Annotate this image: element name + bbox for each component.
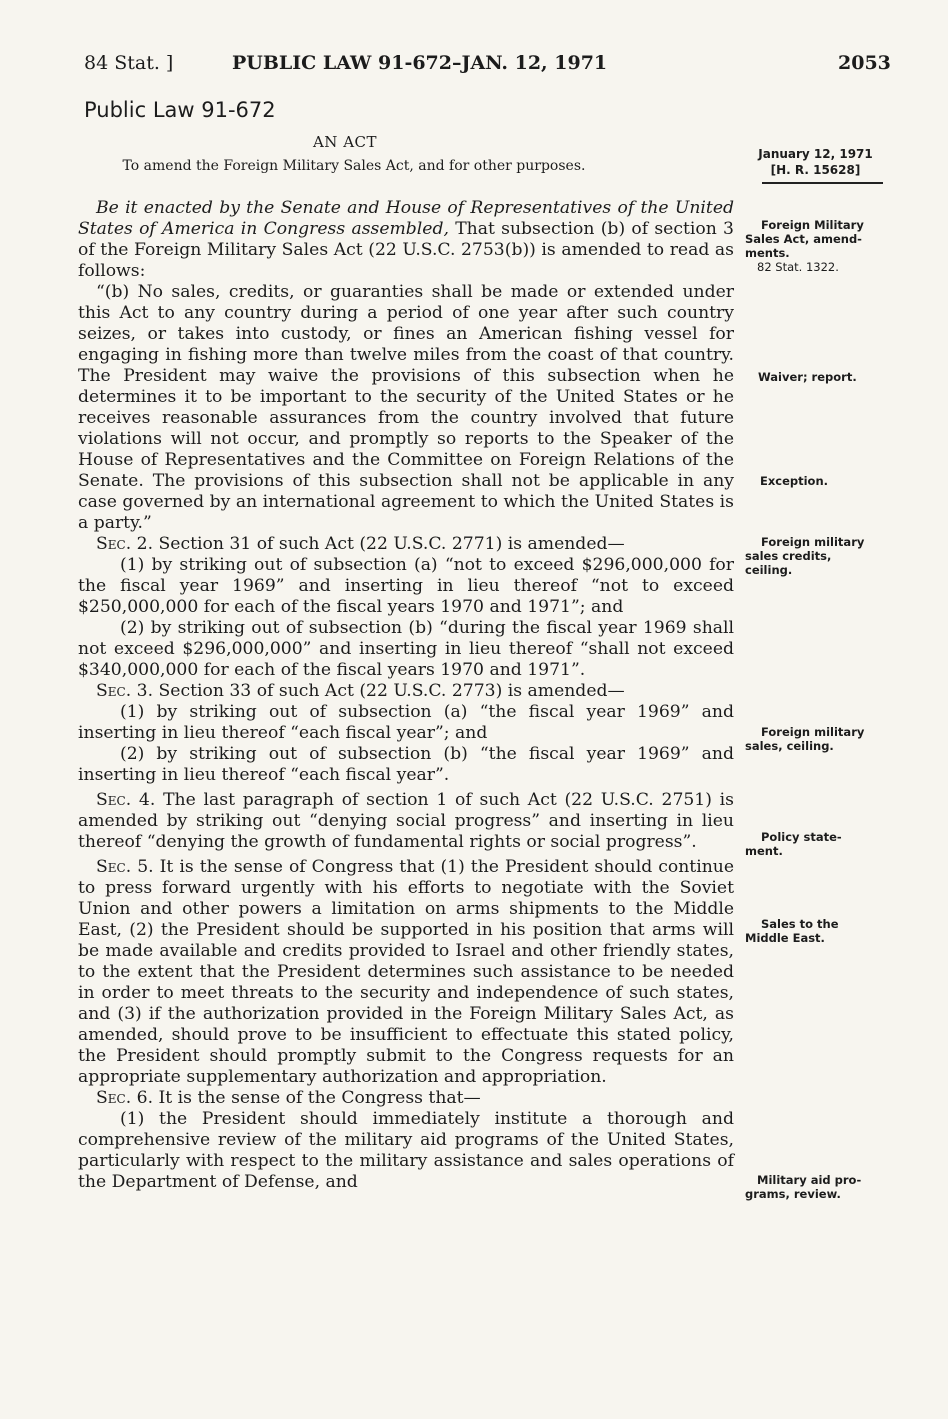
margin-note-military-aid	[745, 1173, 883, 1201]
margin-note-line: ceiling.	[745, 563, 793, 577]
page-number: 2053	[838, 52, 891, 74]
section-2-item-2: (2) by striking out of subsection (b) “during the fiscal year 1969 shall not exceed $296,000,000” and inserting in lieu thereof “shall not exceed $340,000,000 for each of the fiscal years 1970 and 1971”.	[78, 618, 734, 680]
margin-note-middle-east	[745, 917, 883, 945]
margin-note-sales-act	[745, 218, 883, 274]
section-2-text: Section 31 of such Act (22 U.S.C. 2771) is amended—	[158, 534, 625, 554]
section-5-label: Sec. 5.	[96, 857, 154, 877]
section-3-text: Section 33 of such Act (22 U.S.C. 2773) is amended—	[158, 681, 625, 701]
margin-note-line: Sales Act, amend-	[745, 232, 862, 246]
section-4-label: Sec. 4.	[96, 790, 156, 810]
margin-note-line: Sales to the	[761, 917, 839, 931]
margin-note-sales-ceiling	[745, 725, 883, 753]
section-6-item-1: (1) the President should immediately institute a thorough and comprehensive review of the military aid programs of the United States, particularly with respect to the military assistance and sales operations of the Department of Defense, and	[78, 1109, 734, 1192]
margin-note-policy	[745, 830, 883, 858]
margin-note-line: Foreign military	[761, 725, 865, 739]
section-3-item-1: (1) by striking out of subsection (a) “the fiscal year 1969” and inserting in lieu thereof “each fiscal year”; and	[78, 702, 734, 743]
date-divider	[762, 182, 883, 184]
margin-note-citation: 82 Stat. 1322.	[757, 260, 839, 274]
header-stat-ref: 84 Stat. ]	[84, 52, 174, 74]
section-2-label: Sec. 2.	[96, 534, 154, 554]
section-3-label: Sec. 3.	[96, 681, 154, 701]
margin-note-line: sales, ceiling.	[745, 739, 834, 753]
margin-note-line: grams, review.	[745, 1187, 841, 1201]
section-1	[78, 198, 734, 282]
section-1-text: That subsection (b) of section 3 of the Foreign Military Sales Act (22 U.S.C. 2753(b)) is amended to read as follows:	[78, 219, 734, 281]
margin-note-exception: Exception.	[760, 474, 829, 488]
margin-note-line: Foreign Military	[761, 218, 864, 232]
public-law-number: Public Law 91-672	[84, 98, 276, 122]
bill-number: [H. R. 15628]	[770, 163, 861, 177]
margin-note-line: ment.	[745, 844, 783, 858]
section-5-text: It is the sense of Congress that (1) the President should continue to press forward urgently with his efforts to negotiate with the Soviet Union and other powers a limitation on arms shipments to the Middle East, (2) the President should be supported in his position that arms will be made available and credits provided to Israel and other friendly states, to the extent that the President determines such assistance to be needed in order to meet threats to the security and independence of such states, and (3) if the authorization provided in the Foreign Military Sales Act, as amended, should prove to be insufficient to effectuate this stated policy, the President should promptly submit to the Congress requests for an appropriate supplementary authorization and appropriation.	[78, 857, 735, 1087]
section-3	[78, 681, 734, 702]
margin-note-line: Middle East.	[745, 931, 825, 945]
margin-note-line: ments.	[745, 246, 790, 260]
margin-note-waiver: Waiver; report.	[758, 370, 857, 384]
date-box	[748, 146, 883, 178]
an-act-heading: AN ACT	[312, 133, 378, 151]
header-title: PUBLIC LAW 91-672–JAN. 12, 1971	[232, 52, 608, 74]
section-4-text: The last paragraph of section 1 of such Act (22 U.S.C. 2751) is amended by striking out “denying social progress” and inserting in lieu thereof “denying the growth of fundamental rights or social progress”.	[78, 790, 735, 852]
section-3-item-2: (2) by striking out of subsection (b) “the fiscal year 1969” and inserting in lieu thereof “each fiscal year”.	[78, 744, 734, 785]
margin-note-line: Military aid pro-	[757, 1173, 862, 1187]
act-purpose: To amend the Foreign Military Sales Act, and for other purposes.	[122, 158, 586, 174]
section-6-text: It is the sense of the Congress that—	[158, 1088, 481, 1108]
margin-note-line: sales credits,	[745, 549, 832, 563]
enactment-date: January 12, 1971	[758, 147, 873, 161]
enacting-clause: Be it enacted by the Senate and House of Representatives of the United States of America in Congress assembled,	[78, 198, 734, 239]
section-1-quoted-subsection: “(b) No sales, credits, or guaranties shall be made or extended under this Act to any country during a period of one year after such country seizes, or takes into custody, or fines an American fishing vessel for engaging in fishing more than twelve miles from the coast of that country. The President may waive the provisions of this subsection when he determines it to be important to the security of the United States or he receives reasonable assurances from the country involved that future violations will not occur, and promptly so reports to the Speaker of the House of Representatives and the Committee on Foreign Relations of the Senate. The provisions of this subsection shall not be applicable in any case governed by an international agreement to which the United States is a party.”	[78, 282, 734, 533]
section-5	[78, 857, 734, 1088]
statute-body	[78, 198, 734, 1193]
margin-note-line: Foreign military	[761, 535, 865, 549]
section-2-item-1: (1) by striking out of subsection (a) “not to exceed $296,000,000 for the fiscal year 1969” and inserting in lieu thereof “not to exceed $250,000,000 for each of the fiscal years 1970 and 1971”; and	[78, 555, 734, 617]
section-6	[78, 1088, 734, 1109]
margin-note-credits-ceiling	[745, 535, 883, 577]
section-4	[78, 790, 734, 853]
section-6-label: Sec. 6.	[96, 1088, 154, 1108]
margin-note-line: Policy state-	[761, 830, 842, 844]
section-2	[78, 534, 734, 555]
